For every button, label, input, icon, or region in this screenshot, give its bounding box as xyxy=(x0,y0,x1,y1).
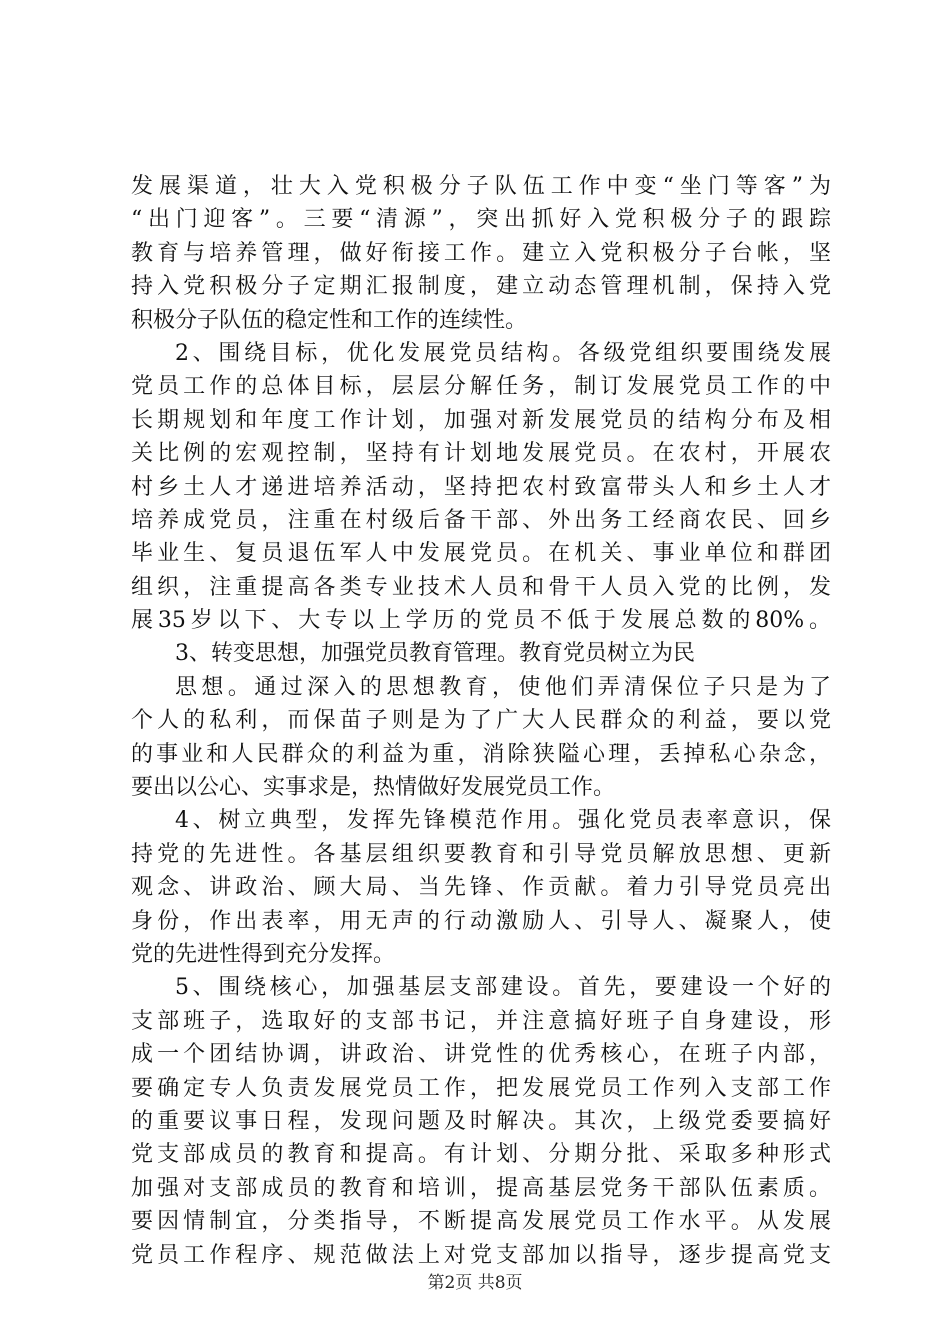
text-line: 身份，作出表率，用无声的行动激励人、引导人、凝聚人，使 xyxy=(131,908,831,934)
text-line: 展35岁以下、大专以上学历的党员不低于发展总数的80%。 xyxy=(131,608,831,634)
text-line: 持入党积极分子定期汇报制度，建立动态管理机制，保持入党 xyxy=(131,274,831,300)
text-line: 加强对支部成员的教育和培训，提高基层党务干部队伍素质。 xyxy=(131,1175,831,1201)
text-line: 支部班子，选取好的支部书记，并注意搞好班子自身建设，形 xyxy=(131,1008,831,1034)
text-line: 教育与培养管理，做好衔接工作。建立入党积极分子台帐，坚 xyxy=(131,240,831,266)
text-line: 4、树立典型，发挥先锋模范作用。强化党员表率意识，保 xyxy=(175,808,831,834)
text-line: 2、围绕目标，优化发展党员结构。各级党组织要围绕发展 xyxy=(175,340,831,366)
text-line: 的事业和人民群众的利益为重，消除狭隘心理，丢掉私心杂念， xyxy=(131,741,831,767)
text-line: 3、转变思想，加强党员教育管理。教育党员树立为民 xyxy=(175,641,695,667)
text-line: 村乡土人才递进培养活动，坚持把农村致富带头人和乡土人才 xyxy=(131,474,831,500)
text-line: 毕业生、复员退伍军人中发展党员。在机关、事业单位和群团 xyxy=(131,541,831,567)
text-line: 5、围绕核心，加强基层支部建设。首先，要建设一个好的 xyxy=(175,975,831,1001)
text-line: 长期规划和年度工作计划，加强对新发展党员的结构分布及相 xyxy=(131,407,831,433)
text-line: 成一个团结协调，讲政治、讲党性的优秀核心，在班子内部， xyxy=(131,1042,831,1068)
text-line: 个人的私利，而保苗子则是为了广大人民群众的利益，要以党 xyxy=(131,708,831,734)
text-line: 积极分子队伍的稳定性和工作的连续性。 xyxy=(131,307,528,333)
text-line: 发展渠道，壮大入党积极分子队伍工作中变“坐门等客”为 xyxy=(131,174,831,199)
text-line: 观念、讲政治、顾大局、当先锋、作贡献。着力引导党员亮出 xyxy=(131,875,831,901)
body-text xyxy=(131,170,831,1272)
text-line: 的重要议事日程，发现问题及时解决。其次，上级党委要搞好 xyxy=(131,1108,831,1134)
text-line: 党员工作程序、规范做法上对党支部加以指导，逐步提高党支 xyxy=(131,1242,831,1268)
text-line: 要因情制宜，分类指导，不断提高发展党员工作水平。从发展 xyxy=(131,1209,831,1235)
text-line: 培养成党员，注重在村级后备干部、外出务工经商农民、回乡 xyxy=(131,507,831,533)
text-line: 关比例的宏观控制，坚持有计划地发展党员。在农村，开展农 xyxy=(131,441,831,467)
text-line: 要出以公心、实事求是，热情做好发展党员工作。 xyxy=(131,775,616,801)
text-line: 组织，注重提高各类专业技术人员和骨干人员入党的比例，发 xyxy=(131,574,831,600)
text-line: 思想。通过深入的思想教育，使他们弄清保位子只是为了 xyxy=(175,674,831,700)
text-line: 党的先进性得到充分发挥。 xyxy=(131,941,396,967)
text-line: 党员工作的总体目标，层层分解任务，制订发展党员工作的中 xyxy=(131,374,831,400)
text-line: 党支部成员的教育和提高。有计划、分期分批、采取多种形式 xyxy=(131,1142,831,1168)
text-line: 要确定专人负责发展党员工作，把发展党员工作列入支部工作 xyxy=(131,1075,831,1101)
page-footer: 第2页 共8页 xyxy=(427,1273,523,1293)
text-line: “出门迎客”。三要“清源”，突出抓好入党积极分子的跟踪 xyxy=(131,207,831,233)
text-line: 持党的先进性。各基层组织要教育和引导党员解放思想、更新 xyxy=(131,841,831,867)
